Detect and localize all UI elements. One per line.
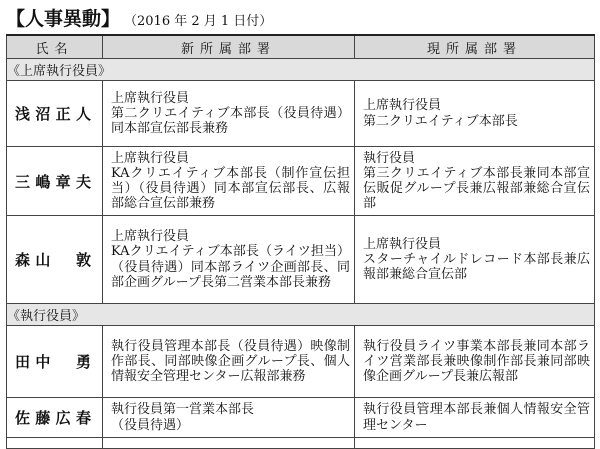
current-position: 上席執行役員 第二クリエイティブ本部長 — [355, 81, 595, 147]
table-row — [7, 81, 595, 147]
new-position: 上席執行役員 KAクリエイティブ本部長（制作宣伝担当）（役員待遇）同本部宣伝部長、広報部総合宣伝部兼務 — [103, 147, 355, 216]
personnel-table — [6, 34, 595, 449]
header-name: 氏名 — [7, 35, 103, 59]
current-position: 執行役員ライツ事業本部長兼同本部ライツ営業部長兼映像制作部長兼同部映像企画グループ長兼広報部 — [355, 326, 595, 398]
person-name: 田 中 勇 — [7, 326, 103, 398]
header-new-position: 新所属部署 — [103, 35, 355, 59]
new-position: 上席執行役員 第二クリエイティブ本部長（役員待遇）同本部宣伝部長兼務 — [103, 81, 355, 147]
new-position: 上席執行役員 KAクリエイティブ本部長（ライツ担当）（役員待遇）同本部ライツ企画部長、同部企画グループ長第二営業本部長兼務 — [103, 216, 355, 304]
current-position: 執行役員 第三クリエイティブ本部長兼同本部宣伝販促グループ長兼広報部兼総合宣伝部 — [355, 147, 595, 216]
effective-date: （2016 年 2 月 1 日付） — [124, 14, 273, 29]
new-position: 執行役員第一営業本部長 （役員待遇） — [103, 398, 355, 438]
header-current-position: 現所属部署 — [355, 35, 595, 59]
section-label: 《執行役員》 — [7, 304, 595, 326]
table-row — [7, 216, 595, 304]
table-row — [7, 398, 595, 438]
section-label: 《上席執行役員》 — [7, 59, 595, 81]
section-row — [7, 59, 595, 81]
person-name: 佐 藤 広 春 — [7, 398, 103, 438]
table-header-row — [7, 35, 595, 59]
table-row — [7, 147, 595, 216]
table-row — [7, 326, 595, 398]
table-tail-row — [7, 438, 595, 449]
document-heading — [6, 4, 272, 30]
section-row — [7, 304, 595, 326]
new-position: 執行役員管理本部長（役員待遇）映像制作部長、同部映像企画グループ長、個人情報安全管理センター広報部兼務 — [103, 326, 355, 398]
person-name: 浅 沼 正 人 — [7, 81, 103, 147]
person-name: 三 嶋 章 夫 — [7, 147, 103, 216]
person-name: 森 山 敦 — [7, 216, 103, 304]
current-position: 執行役員管理本部長兼個人情報安全管理センター — [355, 398, 595, 438]
document-title: 【人事異動】 — [6, 8, 121, 30]
current-position: 上席執行役員 スターチャイルドレコード本部長兼広報部兼総合宣伝部 — [355, 216, 595, 304]
